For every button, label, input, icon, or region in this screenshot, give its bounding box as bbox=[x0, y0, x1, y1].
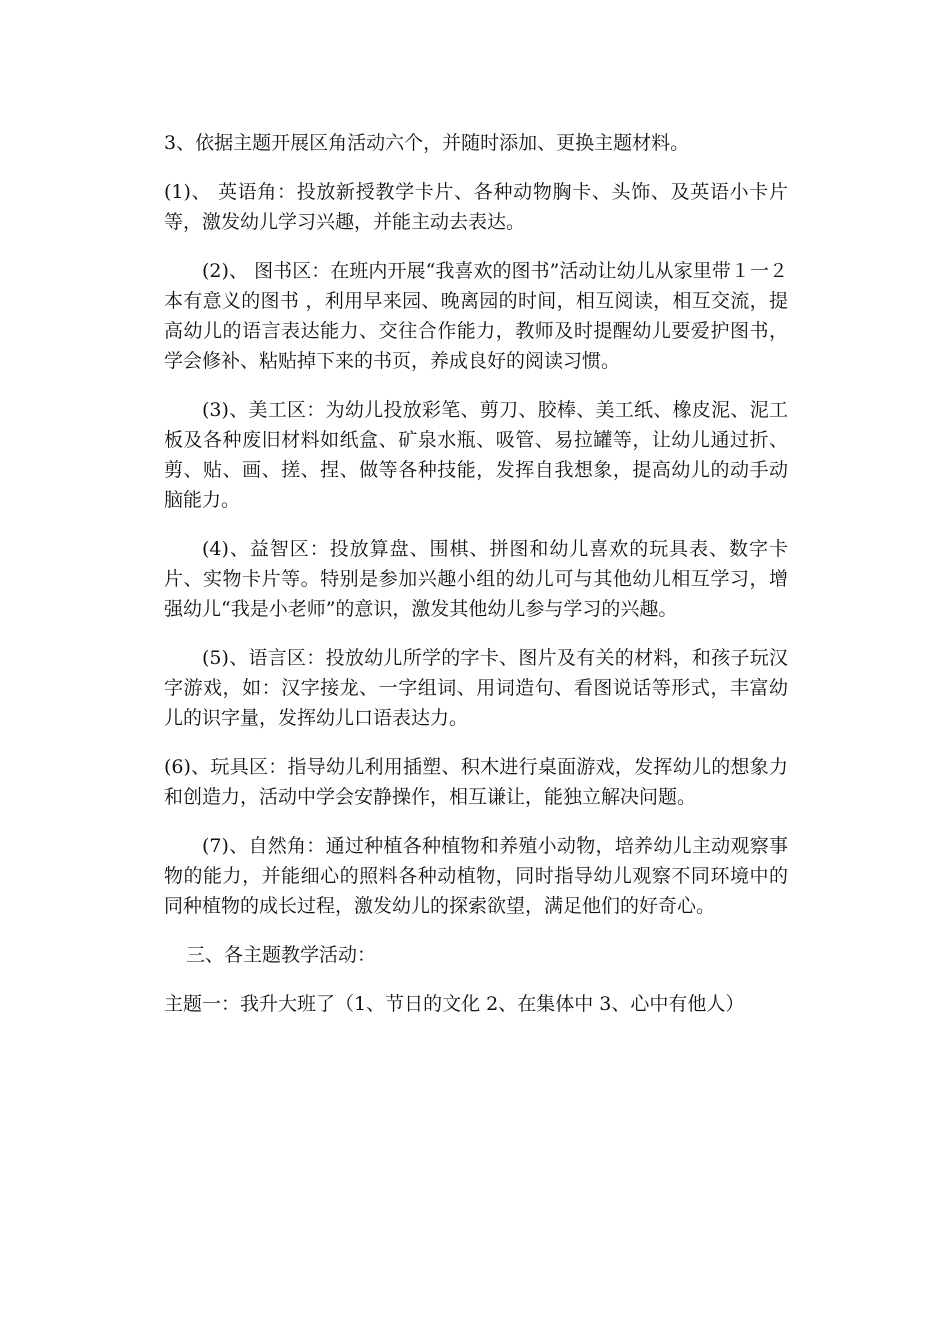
section-heading-teaching-activities: 三、各主题教学活动： bbox=[186, 944, 377, 966]
paragraph-theme-one: 主题一：我升大班了（1、节日的文化 2、在集体中 3、心中有他人） bbox=[164, 993, 745, 1015]
document-body bbox=[164, 128, 788, 1019]
paragraph-nature-corner: (7)、自然角：通过种植各种植物和养殖小动物，培养幼儿主动观察事物的能力，并能细心的照料各种动植物，同时指导幼儿观察不同环境中的同种植物的成长过程，激发幼儿的探索欲望，满足他们的好奇心。 bbox=[164, 835, 788, 917]
paragraph-english-corner: (1)、 英语角：投放新授教学卡片、各种动物胸卡、头饰、及英语小卡片等，激发幼儿学习兴趣，并能主动去表达。 bbox=[164, 181, 788, 233]
paragraph-book-area: (2)、 图书区：在班内开展“我喜欢的图书”活动让幼儿从家里带１一２本有意义的图书 ，利用早来园、晚离园的时间，相互阅读，相互交流，提高幼儿的语言表达能力、交往合作能力，教师及时提醒幼儿要爱护图书，学会修补、粘贴掉下来的书页，养成良好的阅读习惯。 bbox=[164, 260, 788, 372]
paragraph-puzzle-area: (4)、益智区：投放算盘、围棋、拼图和幼儿喜欢的玩具表、数字卡片、实物卡片等。特别是参加兴趣小组的幼儿可与其他幼儿相互学习，增强幼儿“我是小老师”的意识，激发其他幼儿参与学习的兴趣。 bbox=[164, 538, 788, 620]
paragraph-art-area: (3)、美工区：为幼儿投放彩笔、剪刀、胶棒、美工纸、橡皮泥、泥工板及各种废旧材料如纸盒、矿泉水瓶、吸管、易拉罐等，让幼儿通过折、剪、贴、画、搓、捏、做等各种技能，发挥自我想象，提高幼儿的动手动脑能力。 bbox=[164, 399, 788, 511]
paragraph-area-activities: 3、依据主题开展区角活动六个，并随时添加、更换主题材料。 bbox=[164, 132, 690, 154]
paragraph-toy-area: (6)、玩具区：指导幼儿利用插塑、积木进行桌面游戏，发挥幼儿的想象力和创造力，活动中学会安静操作，相互谦让，能独立解决问题。 bbox=[164, 756, 788, 808]
paragraph-language-area: (5)、语言区：投放幼儿所学的字卡、图片及有关的材料，和孩子玩汉字游戏，如：汉字接龙、一字组词、用词造句、看图说话等形式，丰富幼儿的识字量，发挥幼儿口语表达力。 bbox=[164, 647, 788, 729]
